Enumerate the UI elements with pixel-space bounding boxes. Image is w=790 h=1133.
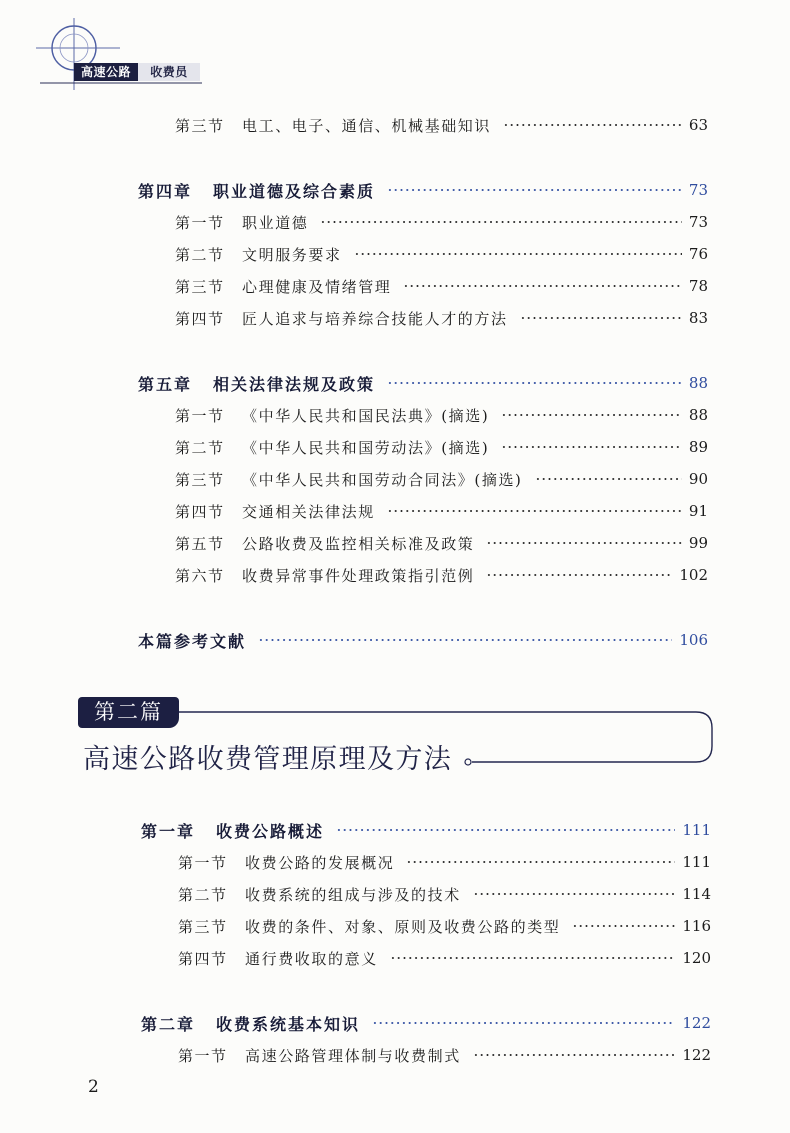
chapter-title: 收费系统基本知识 [216, 1014, 361, 1034]
toc-section-row [141, 878, 711, 910]
dot-leader [520, 316, 682, 320]
page-number: 111 [682, 853, 711, 871]
page-number: 73 [688, 213, 708, 231]
section-number: 第四节 [175, 502, 225, 521]
toc-section-row [138, 399, 708, 431]
chapter-title: 收费公路概述 [216, 821, 325, 841]
toc-section-row [138, 559, 708, 591]
section-title: 高速公路管理体制与收费制式 [245, 1046, 461, 1065]
page-number: 89 [688, 438, 708, 456]
dot-leader [387, 509, 682, 513]
page-number: 91 [688, 502, 708, 520]
section-title: 职业道德 [242, 213, 309, 232]
chapter-number: 第二章 [141, 1014, 196, 1034]
page-number: 106 [679, 631, 708, 649]
dot-leader [372, 1021, 675, 1025]
dot-leader [403, 284, 682, 288]
page-number: 122 [682, 1014, 711, 1032]
section-title: 电工、电子、通信、机械基础知识 [242, 116, 492, 135]
page-number: 90 [688, 470, 708, 488]
page-number: 120 [682, 949, 711, 967]
section-number: 第四节 [175, 309, 225, 328]
page-number: 102 [679, 566, 708, 584]
toc-section-row [138, 302, 708, 334]
page-number: 76 [688, 245, 708, 263]
toc-section-row [138, 270, 708, 302]
toc-chapter-row [138, 174, 708, 206]
section-number: 第一节 [178, 853, 228, 872]
dot-leader [503, 123, 682, 127]
dot-leader [501, 445, 682, 449]
toc-section-row [141, 942, 711, 974]
toc-bottom [141, 814, 711, 1071]
toc-section-row [138, 527, 708, 559]
chapter-title: 职业道德及综合素质 [213, 181, 376, 201]
toc-top [138, 109, 708, 656]
page-number: 63 [688, 116, 708, 134]
dot-leader [387, 188, 682, 192]
dot-leader [354, 252, 682, 256]
section-title: 收费的条件、对象、原则及收费公路的类型 [245, 917, 561, 936]
section-number: 第一节 [175, 406, 225, 425]
series-title: 高速公路 [74, 63, 138, 81]
section-number: 第四节 [178, 949, 228, 968]
page-number: 99 [688, 534, 708, 552]
section-title: 《中华人民共和国民法典》(摘选) [242, 406, 490, 425]
section-number: 第一节 [175, 213, 225, 232]
toc-section-row [138, 431, 708, 463]
section-title: 《中华人民共和国劳动合同法》(摘选) [242, 470, 523, 489]
dot-leader [535, 477, 682, 481]
chapter-title: 相关法律法规及政策 [213, 374, 376, 394]
section-number: 第一节 [178, 1046, 228, 1065]
dot-leader [320, 220, 682, 224]
page-number: 83 [688, 309, 708, 327]
section-number: 第三节 [175, 470, 225, 489]
toc-section-row [141, 846, 711, 878]
toc-section-row [141, 910, 711, 942]
section-title: 心理健康及情绪管理 [242, 277, 392, 296]
section-number: 第三节 [175, 116, 225, 135]
dot-leader [486, 573, 672, 577]
part-title: 高速公路收费管理原理及方法 [83, 744, 453, 775]
section-title: 匠人追求与培养综合技能人才的方法 [242, 309, 508, 328]
page-number: 111 [682, 821, 711, 839]
section-title: 公路收费及监控相关标准及政策 [242, 534, 475, 553]
section-title: 文明服务要求 [242, 245, 342, 264]
series-subtitle: 收费员 [138, 63, 200, 81]
section-number: 第三节 [178, 917, 228, 936]
chapter-number: 第五章 [138, 374, 193, 394]
references-title: 本篇参考文献 [138, 631, 247, 651]
section-number: 第五节 [175, 534, 225, 553]
toc-section-row [138, 206, 708, 238]
section-title: 收费系统的组成与涉及的技术 [245, 885, 461, 904]
section-title: 收费异常事件处理政策指引范例 [242, 566, 475, 585]
section-number: 第二节 [175, 245, 225, 264]
page-number: 122 [682, 1046, 711, 1064]
page-number: 73 [688, 181, 708, 199]
section-title: 交通相关法律法规 [242, 502, 375, 521]
dot-leader [406, 860, 675, 864]
dot-leader [501, 413, 682, 417]
section-number: 第二节 [175, 438, 225, 457]
toc-section-row [138, 495, 708, 527]
toc-section-row [138, 463, 708, 495]
page-number: 88 [688, 406, 708, 424]
toc-section-row [138, 238, 708, 270]
chapter-number: 第四章 [138, 181, 193, 201]
toc-references-row [138, 624, 708, 656]
page-number: 116 [682, 917, 711, 935]
toc-section-row [141, 1039, 711, 1071]
section-title: 收费公路的发展概况 [245, 853, 395, 872]
dot-leader [387, 381, 682, 385]
page-number: 78 [688, 277, 708, 295]
section-number: 第二节 [178, 885, 228, 904]
section-title: 《中华人民共和国劳动法》(摘选) [242, 438, 490, 457]
dot-leader [390, 956, 676, 960]
dot-leader [336, 828, 675, 832]
folio-page-number: 2 [88, 1077, 99, 1097]
section-title: 通行费收取的意义 [245, 949, 378, 968]
toc-chapter-row [141, 814, 711, 846]
toc-section-row [138, 109, 708, 141]
dot-leader [473, 1053, 676, 1057]
dot-leader [258, 638, 672, 642]
page-number: 114 [682, 885, 711, 903]
chapter-number: 第一章 [141, 821, 196, 841]
toc-chapter-row [141, 1007, 711, 1039]
section-number: 第六节 [175, 566, 225, 585]
toc-chapter-row [138, 367, 708, 399]
dot-leader [486, 541, 682, 545]
dot-leader [572, 924, 675, 928]
dot-leader [473, 892, 676, 896]
page-number: 88 [688, 374, 708, 392]
section-number: 第三节 [175, 277, 225, 296]
part-label: 第二篇 [78, 697, 179, 728]
